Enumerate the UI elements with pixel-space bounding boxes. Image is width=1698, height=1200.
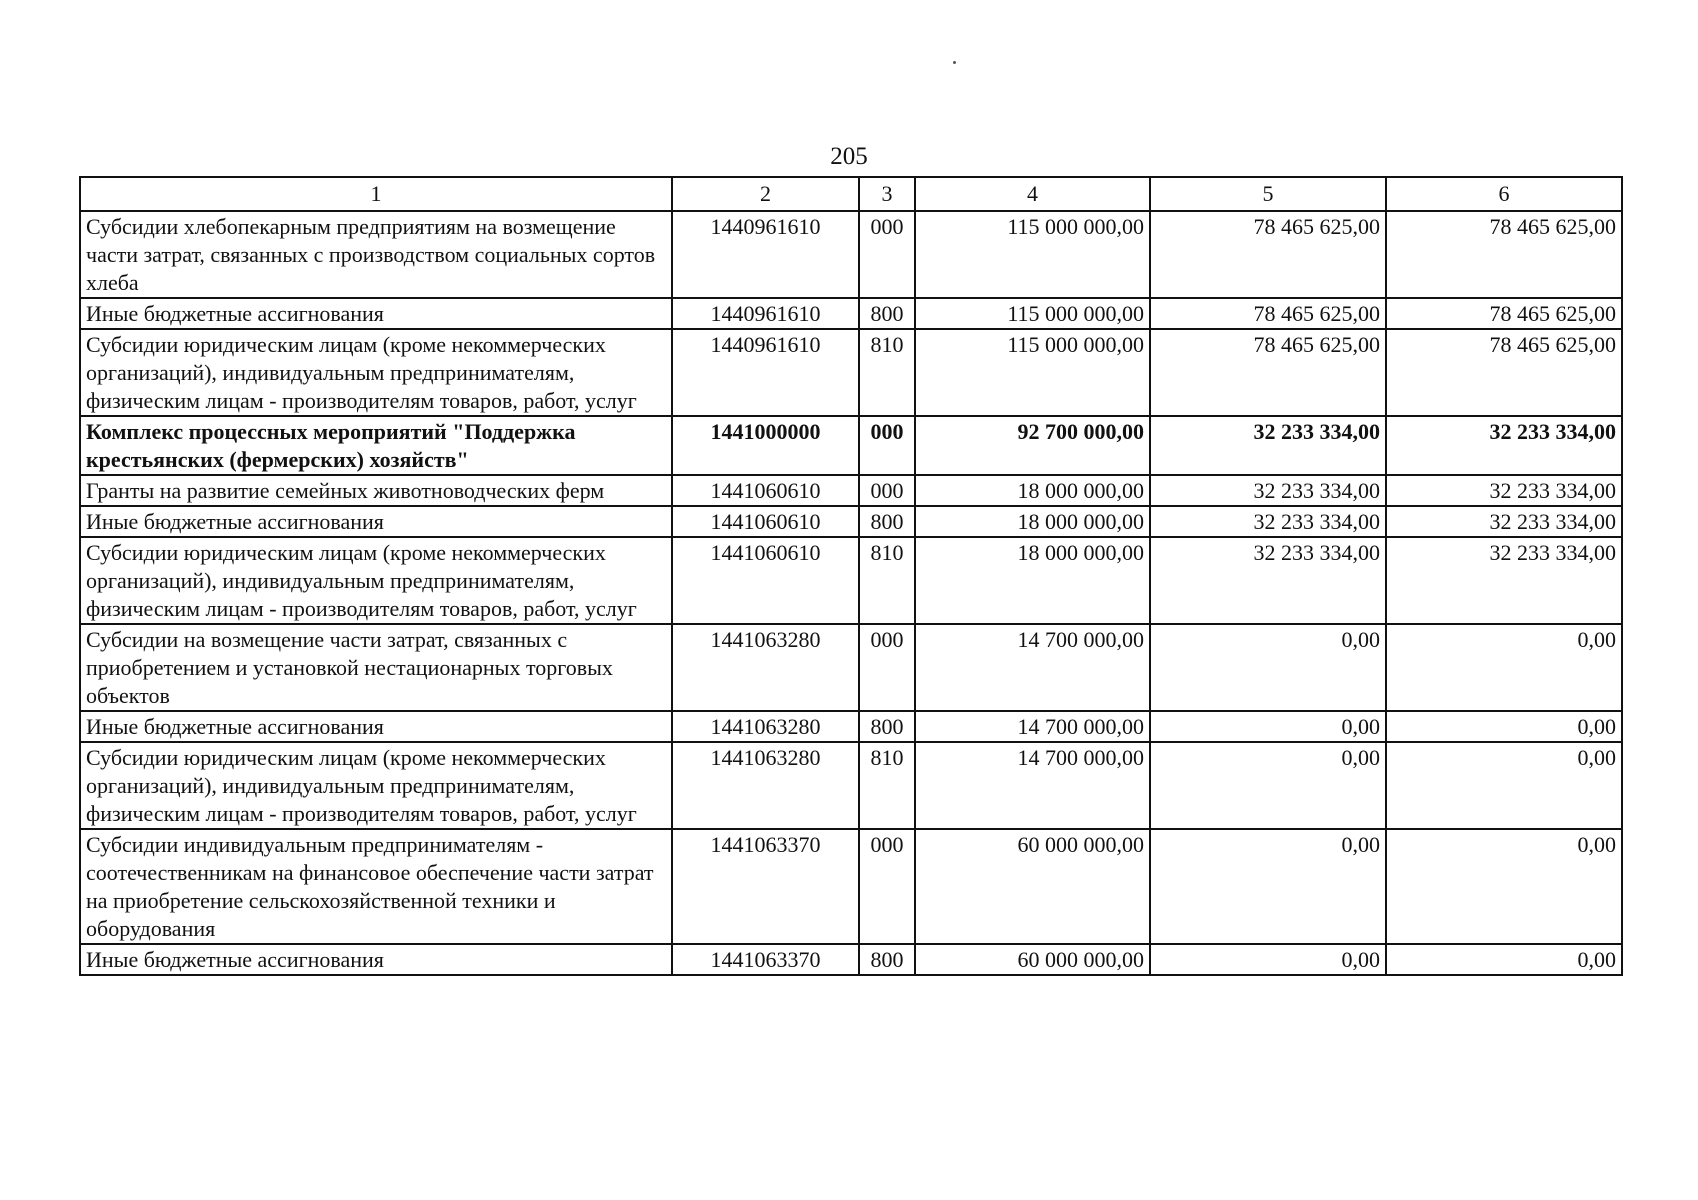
row-name: Иные бюджетные ассигнования bbox=[80, 298, 672, 329]
row-code: 1441063370 bbox=[672, 829, 859, 944]
row-code: 1440961610 bbox=[672, 211, 859, 298]
header-row bbox=[80, 177, 1622, 211]
row-amount-4: 115 000 000,00 bbox=[915, 329, 1150, 416]
scan-speck bbox=[953, 61, 956, 64]
table-row bbox=[80, 742, 1622, 829]
row-amount-6: 0,00 bbox=[1386, 944, 1622, 975]
row-amount-6: 32 233 334,00 bbox=[1386, 506, 1622, 537]
row-amount-5: 32 233 334,00 bbox=[1150, 537, 1386, 624]
table-row bbox=[80, 475, 1622, 506]
column-header: 3 bbox=[859, 177, 915, 211]
row-name: Субсидии юридическим лицам (кроме некоммерческих организаций), индивидуальным предпринимателям, физическим лицам - производителям товаров, работ, услуг bbox=[80, 742, 672, 829]
row-amount-6: 0,00 bbox=[1386, 742, 1622, 829]
row-amount-4: 18 000 000,00 bbox=[915, 506, 1150, 537]
row-amount-6: 0,00 bbox=[1386, 711, 1622, 742]
row-amount-5: 32 233 334,00 bbox=[1150, 506, 1386, 537]
column-header: 5 bbox=[1150, 177, 1386, 211]
row-name: Субсидии индивидуальным предпринимателям - соотечественникам на финансовое обеспечение части затрат на приобретение сельскохозяйственной техники и оборудования bbox=[80, 829, 672, 944]
row-amount-5: 0,00 bbox=[1150, 624, 1386, 711]
row-amount-4: 18 000 000,00 bbox=[915, 475, 1150, 506]
table-row-section-total bbox=[80, 416, 1622, 475]
column-header: 6 bbox=[1386, 177, 1622, 211]
row-expense-type: 800 bbox=[859, 506, 915, 537]
row-amount-4: 60 000 000,00 bbox=[915, 944, 1150, 975]
row-code: 1441060610 bbox=[672, 537, 859, 624]
table-row bbox=[80, 329, 1622, 416]
row-name: Субсидии на возмещение части затрат, связанных с приобретением и установкой нестационарных торговых объектов bbox=[80, 624, 672, 711]
row-code: 1441063370 bbox=[672, 944, 859, 975]
column-header: 2 bbox=[672, 177, 859, 211]
row-amount-6: 78 465 625,00 bbox=[1386, 329, 1622, 416]
row-amount-4: 14 700 000,00 bbox=[915, 624, 1150, 711]
row-name: Иные бюджетные ассигнования bbox=[80, 506, 672, 537]
row-amount-5: 32 233 334,00 bbox=[1150, 475, 1386, 506]
row-amount-6: 32 233 334,00 bbox=[1386, 416, 1622, 475]
row-name: Иные бюджетные ассигнования bbox=[80, 944, 672, 975]
row-code: 1441063280 bbox=[672, 624, 859, 711]
table-row bbox=[80, 829, 1622, 944]
row-expense-type: 000 bbox=[859, 475, 915, 506]
row-name: Субсидии юридическим лицам (кроме некоммерческих организаций), индивидуальным предпринимателям, физическим лицам - производителям товаров, работ, услуг bbox=[80, 329, 672, 416]
table-row bbox=[80, 624, 1622, 711]
row-code: 1441063280 bbox=[672, 711, 859, 742]
table-row bbox=[80, 298, 1622, 329]
row-amount-6: 32 233 334,00 bbox=[1386, 475, 1622, 506]
row-expense-type: 810 bbox=[859, 537, 915, 624]
table-row bbox=[80, 506, 1622, 537]
row-amount-6: 0,00 bbox=[1386, 624, 1622, 711]
row-amount-5: 78 465 625,00 bbox=[1150, 298, 1386, 329]
row-expense-type: 000 bbox=[859, 211, 915, 298]
row-expense-type: 000 bbox=[859, 624, 915, 711]
row-name: Субсидии хлебопекарным предприятиям на возмещение части затрат, связанных с производством социальных сортов хлеба bbox=[80, 211, 672, 298]
row-amount-6: 32 233 334,00 bbox=[1386, 537, 1622, 624]
row-amount-4: 18 000 000,00 bbox=[915, 537, 1150, 624]
table-row bbox=[80, 537, 1622, 624]
row-name: Гранты на развитие семейных животноводческих ферм bbox=[80, 475, 672, 506]
row-code: 1441000000 bbox=[672, 416, 859, 475]
row-amount-4: 14 700 000,00 bbox=[915, 711, 1150, 742]
row-amount-6: 0,00 bbox=[1386, 829, 1622, 944]
column-header: 4 bbox=[915, 177, 1150, 211]
row-name: Комплекс процессных мероприятий "Поддержка крестьянских (фермерских) хозяйств" bbox=[80, 416, 672, 475]
table-row bbox=[80, 711, 1622, 742]
row-amount-4: 115 000 000,00 bbox=[915, 211, 1150, 298]
row-amount-5: 32 233 334,00 bbox=[1150, 416, 1386, 475]
budget-table bbox=[79, 176, 1623, 976]
row-amount-4: 14 700 000,00 bbox=[915, 742, 1150, 829]
row-expense-type: 800 bbox=[859, 298, 915, 329]
row-code: 1440961610 bbox=[672, 329, 859, 416]
row-amount-4: 115 000 000,00 bbox=[915, 298, 1150, 329]
row-code: 1441060610 bbox=[672, 506, 859, 537]
row-expense-type: 810 bbox=[859, 742, 915, 829]
row-name: Субсидии юридическим лицам (кроме некоммерческих организаций), индивидуальным предпринимателям, физическим лицам - производителям товаров, работ, услуг bbox=[80, 537, 672, 624]
table-row bbox=[80, 944, 1622, 975]
row-expense-type: 810 bbox=[859, 329, 915, 416]
row-expense-type: 800 bbox=[859, 711, 915, 742]
row-expense-type: 000 bbox=[859, 416, 915, 475]
row-amount-5: 78 465 625,00 bbox=[1150, 211, 1386, 298]
column-header: 1 bbox=[80, 177, 672, 211]
row-name: Иные бюджетные ассигнования bbox=[80, 711, 672, 742]
row-expense-type: 800 bbox=[859, 944, 915, 975]
row-amount-5: 0,00 bbox=[1150, 711, 1386, 742]
row-amount-4: 60 000 000,00 bbox=[915, 829, 1150, 944]
row-code: 1440961610 bbox=[672, 298, 859, 329]
row-code: 1441063280 bbox=[672, 742, 859, 829]
row-amount-4: 92 700 000,00 bbox=[915, 416, 1150, 475]
row-amount-5: 0,00 bbox=[1150, 829, 1386, 944]
row-amount-5: 78 465 625,00 bbox=[1150, 329, 1386, 416]
table-row bbox=[80, 211, 1622, 298]
row-amount-5: 0,00 bbox=[1150, 944, 1386, 975]
row-amount-5: 0,00 bbox=[1150, 742, 1386, 829]
row-code: 1441060610 bbox=[672, 475, 859, 506]
row-expense-type: 000 bbox=[859, 829, 915, 944]
row-amount-6: 78 465 625,00 bbox=[1386, 211, 1622, 298]
row-amount-6: 78 465 625,00 bbox=[1386, 298, 1622, 329]
page-number: 205 bbox=[830, 143, 868, 170]
